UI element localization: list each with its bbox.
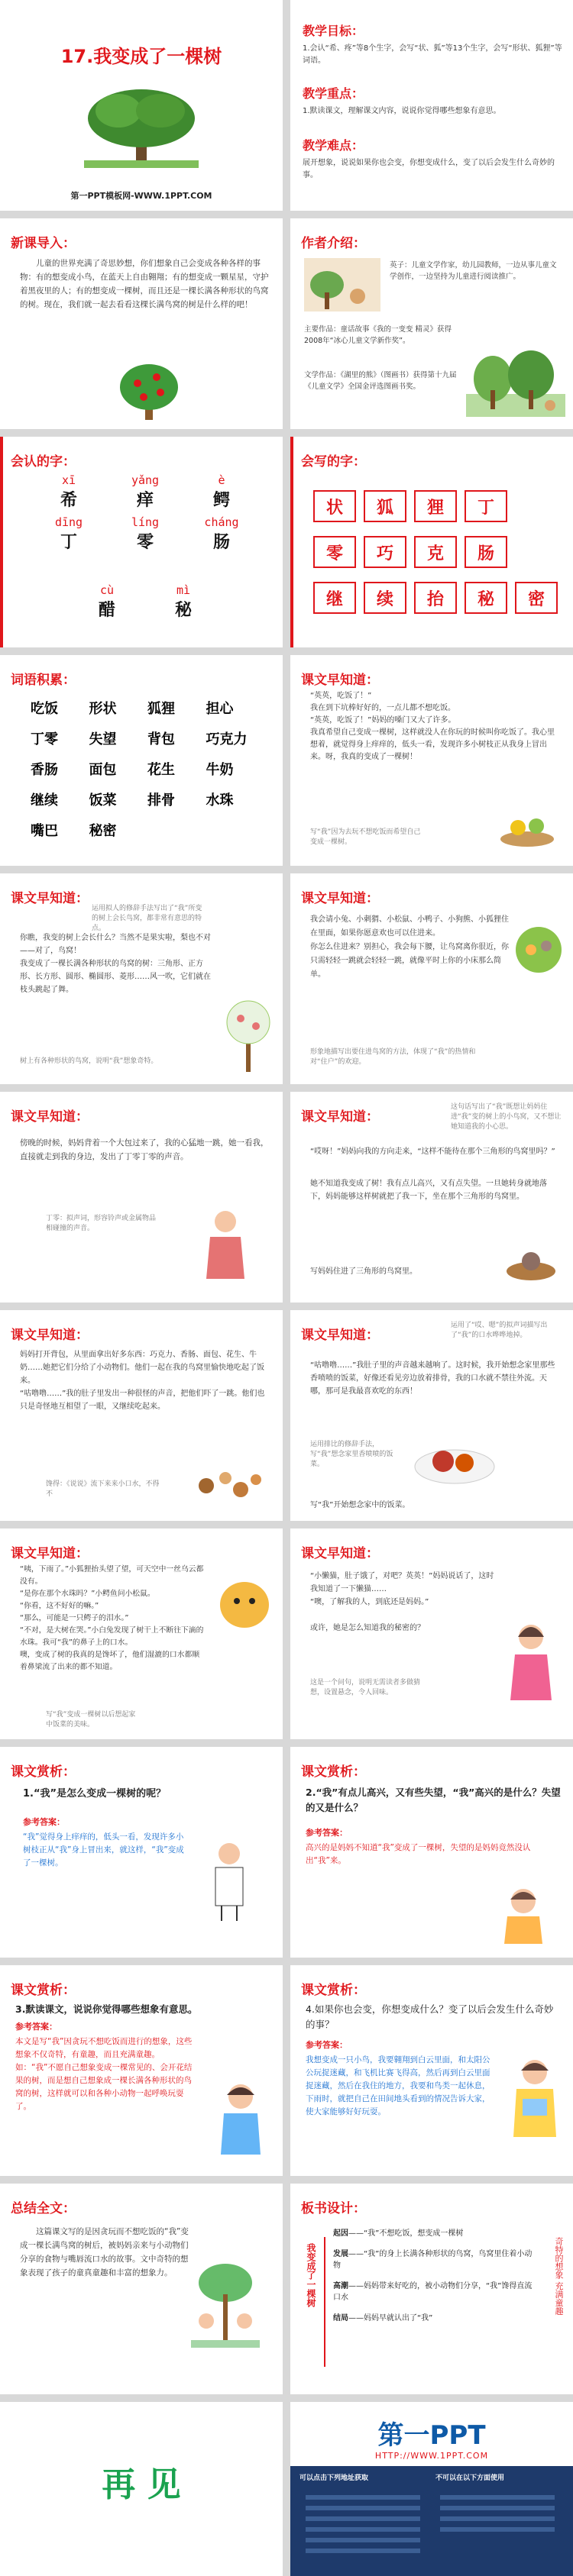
author-heading: 作者介绍：: [301, 236, 366, 251]
link-line[interactable]: [306, 2506, 420, 2510]
slide-22-board: [290, 2184, 573, 2394]
char-item: [183, 515, 260, 553]
vocab-word: 形状: [89, 701, 117, 717]
row-value: ——“我”的身上长满各种形状的鸟窝，鸟窝里住着小动物: [333, 2250, 533, 2270]
text-line: [440, 2495, 555, 2500]
char-box: 抬: [414, 582, 457, 614]
text-heading: 课文早知道：: [301, 1109, 379, 1125]
hanzi: 丁: [60, 533, 77, 552]
char-box: 肠: [465, 536, 507, 568]
brand-logo: 第一PPT: [377, 2420, 486, 2451]
vocab-word: 嘴巴: [31, 823, 58, 839]
intro-heading: 新课导入：: [11, 236, 76, 251]
intro-text: 儿童的世界充满了奇思妙想，你们想象自己会变成各种各样的事物：有的想变成小鸟，在蓝天上自由翱翔；有的想变成一颗星星，守护着黑夜里的人；有的想变成一棵树，而且还是一棵长满各种形状的鸟窝的树。现在，我们就一起去看看这棵长满鸟窝的树是什么样的吧！: [20, 259, 269, 309]
char-box: 狐: [364, 490, 406, 522]
child-illustration: [497, 1884, 550, 1945]
char-box: 丁: [465, 490, 507, 522]
vocab-word: 继续: [31, 792, 58, 809]
text-line: [440, 2506, 555, 2510]
char-box: 状: [313, 490, 356, 522]
slide-10-text: [290, 873, 573, 1084]
question: 4.如果你也会变，你想变成什么？变了以后会发生什么奇妙的事？: [306, 2003, 554, 2030]
board-row: [333, 2313, 536, 2324]
text-line: [440, 2527, 555, 2532]
vocab-word: 排骨: [147, 792, 175, 809]
right-heading: 不可以在以下方面使用: [435, 2474, 505, 2482]
char-box: 零: [313, 536, 356, 568]
author-p3: 文学作品：《湖里的熊》（图画书）获得第十九届《儿童文学》全国金评选图画书奖。: [304, 371, 457, 391]
animals-illustration: [512, 919, 565, 988]
board-row: [333, 2281, 536, 2303]
char-box: 巧: [364, 536, 406, 568]
girl-reading-illustration: [199, 1838, 260, 1922]
tree-illustration: [84, 84, 199, 168]
text-note: 运用了“哎、嗯”的拟声词描写出了“我”的口水哗哗地掉。: [451, 1322, 548, 1339]
text-body-3: 写妈妈住进了三角形的鸟窝里。: [310, 1267, 417, 1276]
dishes-illustration: [413, 1432, 497, 1486]
vocab-word: 吃饭: [31, 701, 58, 717]
thinking-child-illustration: [210, 2080, 271, 2156]
recognize-grid: [31, 473, 260, 553]
slide-14-text: [290, 1310, 573, 1521]
slide-16-text: [290, 1528, 573, 1739]
slide-21-summary: [0, 2184, 283, 2394]
pinyin: è: [218, 473, 225, 487]
slide-5-recognize-chars: [0, 437, 283, 647]
slide-8-text: [290, 655, 573, 866]
reference-label: 参考答案：: [306, 1828, 348, 1838]
answer: 高兴的是妈妈不知道“我”变成了一棵树，失望的是妈妈竟然没认出“我”来。: [306, 1843, 531, 1865]
text-body: 妈妈打开背包，从里面拿出好多东西：巧克力、香肠、面包、花生、牛奶……她把它们分给了小动物们。他们一起在我的鸟窝里愉快地吃起了饭来。 “咕噜噜……”我的肚子里发出一种很怪的声音，把他们吓了一跳。他们也只是奇怪地互相望了一眼，又继续吃起来。: [20, 1351, 265, 1411]
text-heading: 课文早知道：: [301, 673, 379, 688]
slide-7-vocabulary: [0, 655, 283, 866]
text-body-2: 写“我”开始想念家中的饭菜。: [310, 1501, 410, 1509]
text-body: 我会请小兔、小刺猬、小松鼠、小鸭子、小狗熊、小狐狸住在里面，如果你愿意欢也可以住进来。 你怎么住进来？别担心，我会每下腰，让鸟窝离你很近，你只需轻轻一跳就会轻轻一跳，就像平时上你的小床那么简单。: [310, 915, 509, 979]
board-heading: 板书设计：: [301, 2201, 366, 2216]
pinyin: líng: [131, 515, 160, 529]
text-body: “咦，下雨了。”小狐狸抬头望了望，可天空中一丝乌云都没有。 “是你在那个水珠吗？”小鳄鱼问小松鼠。 “你看，这不好好的嘛。” “那么，可能是一只鳄子的泪水。” “不对，是大树在哭。”小白兔发现了树干上不断往下滴的水珠。我可“我”的鼻子上的口水。 噢，变成了树的我真的是馋坏了，他们湿漉的口水都顺着鼻梁流了出来的都不知道。: [20, 1565, 204, 1671]
text-heading: 课文早知道：: [301, 1546, 379, 1561]
fox-illustration: [214, 1574, 275, 1643]
text-body: “小懒猫，肚子饿了，对吧？英英！”妈妈说话了，这时我知道了一下懒猫…… “噢，了解我的人，到底还是妈妈。” 或许，她是怎么知道我的秘密的？: [310, 1572, 494, 1632]
analysis-heading: 课文赏析：: [301, 1764, 366, 1780]
vocab-word: 牛奶: [206, 762, 234, 778]
vocab-word: 狐狸: [147, 701, 175, 717]
fruit-tree-illustration: [115, 360, 183, 421]
text-note: 这是一个问句，说明无需读者多做猜想，设置悬念，令人回味。: [310, 1679, 421, 1696]
row-value: ——妈妈带来好吃的，被小动物们分享，“我”馋得直流口水: [333, 2282, 533, 2302]
board-rows: [333, 2228, 536, 2324]
board-brace: [324, 2237, 325, 2367]
left-link-list: [306, 2489, 420, 2559]
char-box: 密: [515, 582, 558, 614]
char-item: [99, 583, 115, 621]
vocab-word: 水珠: [206, 792, 234, 809]
brand-panel: [290, 2466, 573, 2576]
recognize-last-row: [69, 583, 222, 621]
vocab-heading: 词语积累：: [11, 673, 76, 688]
vocab-word: 饭菜: [89, 792, 117, 809]
link-line[interactable]: [306, 2516, 420, 2521]
question: 3.默读课文，说说你觉得哪些想象有意思。: [15, 2003, 198, 2015]
key-points-text: 1.默读课文，理解课文内容，说说你觉得哪些想象有意思。: [303, 107, 501, 115]
link-line[interactable]: [306, 2495, 420, 2500]
nest-bird-illustration: [504, 1244, 558, 1283]
pinyin: mì: [176, 583, 191, 597]
board-side: 奇特的想象 充满童趣: [554, 2237, 564, 2316]
slide-18-analysis: [290, 1747, 573, 1958]
author-p1: 英子：儿童文学作家，幼儿园教师，一边从事儿童文学创作，一边坚持为儿童进行阅读推广。: [390, 261, 557, 281]
char-box: 克: [414, 536, 457, 568]
nest-tree-illustration: [222, 996, 275, 1072]
slide-17-analysis: [0, 1747, 283, 1958]
mother-illustration: [199, 1206, 252, 1283]
vocab-word: 面包: [89, 762, 117, 778]
vocab-word: 花生: [147, 762, 175, 778]
slide-20-analysis: [290, 1965, 573, 2176]
reference-label: 参考答案：: [23, 1817, 65, 1827]
vocab-word: 失望: [89, 731, 117, 747]
hanzi: 秘: [174, 601, 192, 620]
row-key: 高潮: [333, 2282, 348, 2290]
slide-12-text: [290, 1092, 573, 1303]
char-item: [31, 515, 107, 553]
write-grid: [313, 490, 558, 614]
slide-24-brand: [290, 2402, 573, 2576]
row-key: 起因: [333, 2229, 348, 2238]
board-row: [333, 2228, 536, 2239]
char-box: 秘: [465, 582, 507, 614]
text-note: 树上有各种形状的鸟窝，说明“我”想象奇特。: [20, 1057, 158, 1065]
difficulty-text: 展开想象，说说如果你也会变，你想变成什么，变了以后会发生什么奇妙的事。: [303, 159, 555, 179]
text-note: 运用排比的修辞手法，写“我”想念家里香喷喷的饭菜。: [310, 1441, 393, 1468]
row-value: ——“我”不想吃饭，想变成一棵树: [348, 2229, 464, 2238]
slide-1-title: [0, 0, 283, 211]
text-note: 运用拟人的修辞手法写出了“我”所变的树上会长鸟窝，都非常有意思的特点。: [92, 905, 202, 932]
accent-bar: [0, 437, 3, 647]
vocab-word: 丁零: [31, 731, 58, 747]
foods-illustration: [191, 1463, 267, 1509]
right-text-list: [440, 2489, 555, 2538]
hanzi: 痒: [136, 491, 154, 510]
slide-2-goals: [290, 0, 573, 211]
brand-url: HTTP://WWW.1PPT.COM: [374, 2451, 489, 2461]
birds-illustration: [497, 805, 558, 851]
question: 1.“我”是怎么变成一棵树的呢？: [23, 1788, 167, 1800]
key-points-heading: 教学重点：: [303, 86, 364, 101]
write-heading: 会写的字：: [301, 454, 366, 470]
row-value: ——妈妈早就认出了“我”: [348, 2314, 433, 2323]
char-item: [183, 473, 260, 511]
row-key: 结局: [333, 2314, 348, 2323]
text-heading: 课文早知道：: [301, 1328, 379, 1343]
slide-11-text: [0, 1092, 283, 1303]
author-illustration: [304, 258, 380, 312]
text-body-1: “哎呀！”妈妈向我的方向走来，“这样不能待在那个三角形的鸟窝里吗？”: [310, 1148, 555, 1156]
planting-illustration: [191, 2260, 260, 2352]
text-heading: 课文早知道：: [11, 1328, 89, 1343]
hanzi: 醋: [98, 601, 115, 620]
char-box: 续: [364, 582, 406, 614]
char-item: [31, 473, 107, 511]
text-body: “英英，吃饭了！” 我在到下坑棒好好的，一点儿都不想吃饭。 “英英，吃饭了！”妈妈的嗓门又大了许多。 我真希望自己变成一棵树，这样就没人在你玩的时候叫你吃饭了。我心里想着，就觉得身上痒痒的，低头一看，发现许多小树枝正从我身上冒出来。呀，我真的变成了一棵树！: [310, 692, 555, 761]
pinyin: xī: [61, 473, 76, 487]
board-row: [333, 2248, 536, 2271]
answer: “我”觉得身上痒痒的，低头一看，发现许多小树枝正从“我”身上冒出来，就这样，“我”变成了一棵树。: [23, 1832, 184, 1867]
text-heading: 课文早知道：: [301, 891, 379, 906]
left-heading: 可以点击下列地址获取: [299, 2474, 369, 2482]
difficulty-heading: 教学难点：: [303, 138, 364, 153]
girl-illustration: [504, 1620, 558, 1704]
text-line: [440, 2516, 555, 2521]
slide-4-author: [290, 218, 573, 429]
board-center: 我变成了一棵树: [306, 2243, 316, 2307]
answer: 本文是写“我”因贪玩不想吃饭而进行的想象，这些想象不仅奇特，有童趣，而且充满童趣。如：“我”不愿自己想象变成一棵常见的、会开花结果的树，而是想自己想象成一棵长满各种形状的鸟窝的树，这样就可以和各种小动物一起呼唤玩耍了。: [15, 2037, 193, 2111]
text-body: 傍晚的时候，妈妈背着一个大包过来了，我的心猛地一跳，她一看我，直接就走到我的身边，发出了丁零丁零的声音。: [20, 1138, 269, 1161]
vocab-word: 秘密: [89, 823, 117, 839]
slide-3-intro: [0, 218, 283, 429]
text-heading: 课文早知道：: [11, 1109, 89, 1125]
char-box: 狸: [414, 490, 457, 522]
char-item: [107, 515, 183, 553]
text-note: 馋得：《说说》流下来来小口水，不得不: [46, 1480, 160, 1498]
summary-text: 这篇课文写的是因贪玩而不想吃饭的“我”变成一棵长满鸟窝的树后，被妈妈亲来与小动物们分享的食物与嘴唇流口水的故事。文中奇特的想象表现了孩子的童真童趣和丰富的想象力。: [20, 2227, 189, 2277]
slide-9-text: [0, 873, 283, 1084]
text-body: “咕噜噜……”我肚子里的声音越来越响了。这时候，我开始想念家里那些香喷喷的饭菜，好像还看见旁边放着排骨，我的口水就不禁往外流。天哪，那可是我最喜欢吃的东西！: [310, 1361, 555, 1396]
pinyin: dīng: [54, 515, 83, 529]
question: 2.“我”有点儿高兴，又有些失望，“我”高兴的是什么？失望的又是什么？: [306, 1787, 561, 1813]
link-line[interactable]: [306, 2527, 420, 2532]
text-body: 你瞧，我变的树上会长什么？当然不是果实啦，梨也不对——对了，鸟窝！ 我变成了一棵长满各种形状的鸟窝的树：三角形、正方形、长方形、圆形、椭圆形、菱形……风一吹，它们就在枝头跳起了舞。: [20, 934, 211, 994]
author-p2: 主要作品：童话故事《我的一变变 精灵》获得2008年“冰心儿童文学新作奖”。: [304, 325, 452, 345]
text-note: 这句话写出了“我”既想让妈妈住进“我”变的树上的小鸟窝，又不想让她知道我的小心思。: [451, 1103, 562, 1131]
reference-label: 参考答案：: [306, 2040, 348, 2050]
slide-19-analysis: [0, 1965, 283, 2176]
forest-illustration: [466, 348, 565, 417]
text-body-2: 她不知道我变成了树！我有点儿高兴，又有点失望。一旦她转身就地落下，妈妈能够这样树就把了我一下，坐在那个三角形的鸟窝里。: [310, 1180, 547, 1201]
char-item: [175, 583, 192, 621]
brand-caption: 第一PPT模板网-WWW.1PPT.COM: [70, 191, 212, 201]
hanzi: 零: [136, 533, 154, 552]
slide-13-text: [0, 1310, 283, 1521]
vocab-word: 背包: [147, 731, 175, 747]
vocab-word: 担心: [206, 701, 234, 717]
analysis-heading: 课文赏析：: [301, 1983, 366, 1998]
text-note: 写“我”变成一棵树以后想起家中饭菜的美味。: [46, 1711, 136, 1729]
text-note: 形象地描写出要住进鸟窝的方法，体现了“我”的热情和对“住户”的欢迎。: [310, 1048, 476, 1066]
row-key: 发展: [333, 2250, 348, 2258]
reference-label: 参考答案：: [15, 2022, 57, 2032]
slide-23-goodbye: [0, 2402, 283, 2576]
girl-book-illustration: [504, 2057, 565, 2141]
goodbye-text: 再 见: [102, 2465, 181, 2504]
text-note: 丁零：拟声词，形容铃声或金属物品相碰撞的声音。: [46, 1215, 157, 1232]
lesson-title: 17.我变成了一棵树: [60, 46, 222, 67]
char-box: 继: [313, 582, 356, 614]
slide-6-write-chars: [290, 437, 573, 647]
pinyin: cháng: [204, 515, 239, 529]
goals-text: 1.会认“希、疼”等8个生字，会写“状、狐”等13个生字，会写“形状、狐狸”等词语。: [303, 44, 562, 65]
hanzi: 肠: [212, 533, 230, 552]
vocab-grid: [31, 698, 260, 840]
recognize-heading: 会认的字：: [11, 454, 76, 470]
pinyin: cù: [99, 583, 115, 597]
answer: 我想变成一只小鸟，我要翱翔到白云里面，和太阳公公玩捉迷藏，和飞机比赛飞得高，然后再到白云里面捉迷藏，然后在我住的地方，我要和鸟类一起休息，下雨时，就把自己在田间地头看到的情况告诉大家，使大家能够好好玩耍。: [306, 2055, 490, 2116]
hanzi: 鳄: [212, 491, 230, 510]
hanzi: 希: [60, 491, 77, 510]
pinyin: yǎng: [131, 473, 160, 487]
vocab-word: 巧克力: [206, 731, 248, 747]
summary-heading: 总结全文：: [11, 2201, 76, 2216]
text-heading: 课文早知道：: [11, 1546, 89, 1561]
analysis-heading: 课文赏析：: [11, 1983, 76, 1998]
vocab-word: 香肠: [31, 762, 58, 778]
char-item: [107, 473, 183, 511]
goals-heading: 教学目标：: [303, 24, 364, 38]
accent-bar: [290, 437, 293, 647]
text-heading: 课文早知道：: [11, 891, 89, 906]
text-note: 写“我”因为去玩不想吃饭而希望自己变成一棵树。: [310, 828, 421, 846]
link-line[interactable]: [306, 2538, 420, 2542]
slide-15-text: [0, 1528, 283, 1739]
analysis-heading: 课文赏析：: [11, 1764, 76, 1780]
link-line[interactable]: [306, 2549, 420, 2553]
